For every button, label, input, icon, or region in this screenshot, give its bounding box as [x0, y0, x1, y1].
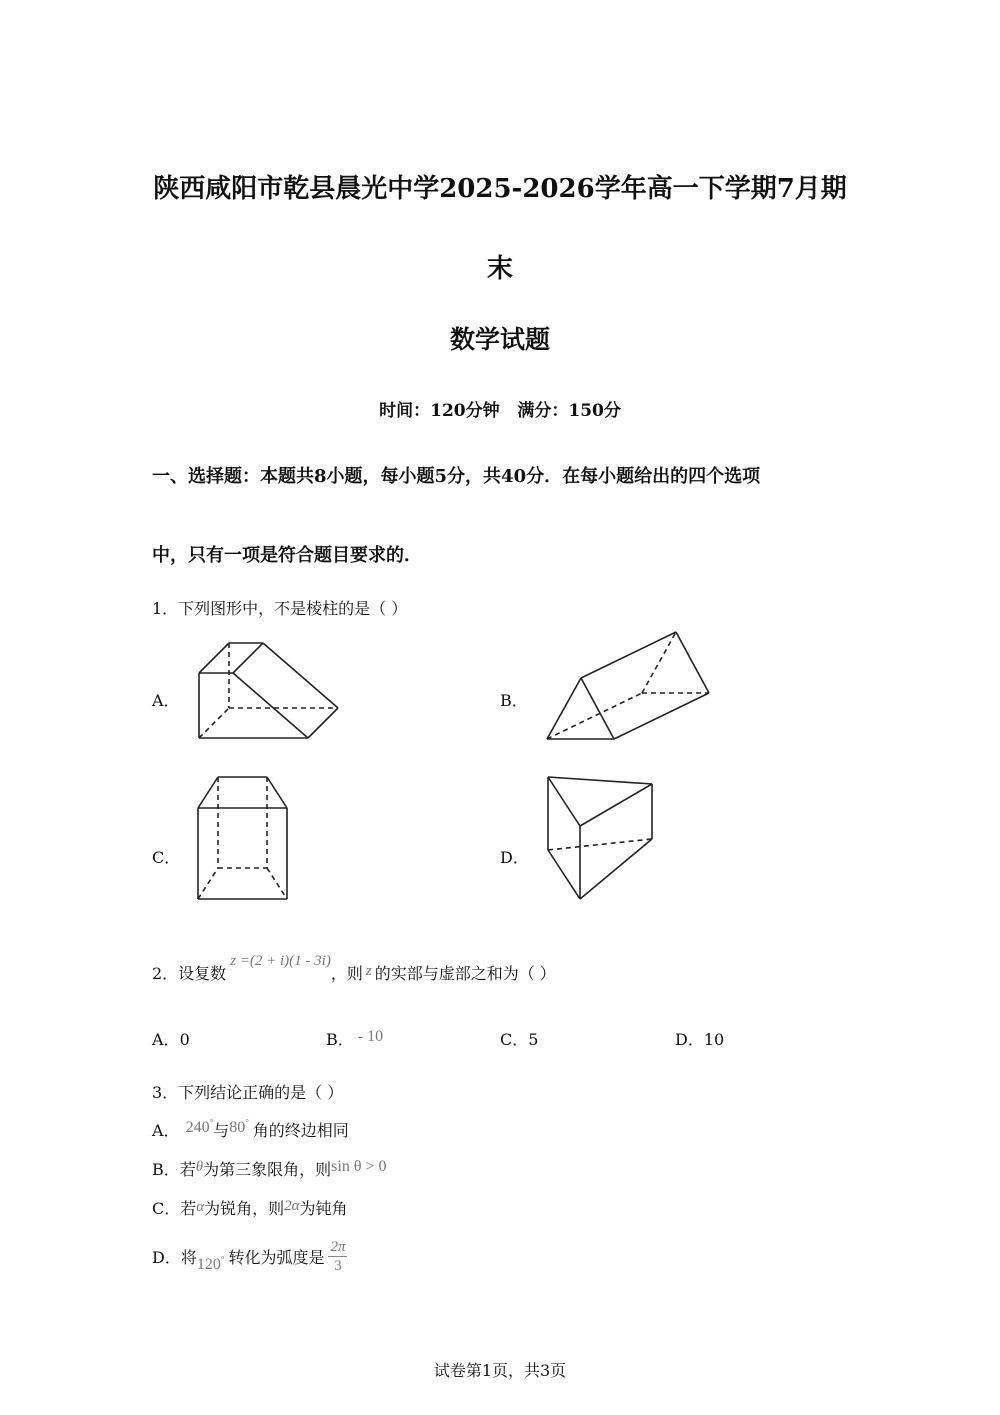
q3-c-text1: 为锐角，则 [204, 1199, 285, 1218]
q3-a-deg1: ° [209, 1117, 214, 1128]
exam-meta: 时间：120分钟 满分：150分 [379, 401, 621, 421]
q3-b-text1: 为第三象限角，则 [203, 1160, 332, 1179]
q1-option-c-label: C． [152, 848, 181, 867]
q2-option-a [152, 1027, 190, 1050]
page-footer: 试卷第1页，共3页 [433, 1361, 567, 1380]
q1-figure-a [190, 635, 350, 747]
q3-option-c [152, 1196, 348, 1219]
q3-option-a [152, 1118, 349, 1141]
q3-b-theta: θ [195, 1159, 204, 1175]
q2-option-a-value: 0 [179, 1030, 190, 1049]
q3-c-2alpha: 2α [284, 1198, 300, 1214]
q2-stem-prefix: 2．设复数 [152, 964, 227, 983]
q2-option-d [675, 1027, 724, 1050]
q3-d-numerator: 2π [330, 1239, 346, 1255]
q1-option-b-label: B． [500, 691, 528, 710]
q3-c-alpha: α [196, 1199, 205, 1215]
q3-c-text2: 为钝角 [299, 1199, 348, 1218]
q3-b-inequality: sin θ > 0 [331, 1158, 387, 1175]
q2-option-d-label: D． [675, 1030, 704, 1049]
q3-option-b-label: B．若 [152, 1160, 196, 1179]
q1-option-d-label: D． [500, 848, 529, 867]
q3-option-a-label: A． [152, 1121, 180, 1140]
q3-option-d [152, 1240, 347, 1277]
q3-a-angle2: 80 [229, 1119, 246, 1136]
question-1-stem: 1．下列图形中，不是棱柱的是（ ） [152, 599, 408, 618]
q3-d-deg: ° [220, 1254, 225, 1265]
q3-d-fraction [328, 1238, 347, 1275]
q2-option-b-label: B． [326, 1030, 354, 1049]
q3-d-angle: 120 [196, 1256, 221, 1273]
q2-option-a-label: A． [152, 1030, 180, 1049]
question-2-stem [152, 953, 556, 984]
q3-option-c-label: C．若 [152, 1199, 197, 1218]
q1-figure-c [190, 770, 295, 906]
q2-var: z [365, 963, 372, 979]
q3-a-text2: 角的终边相同 [252, 1121, 349, 1140]
q2-stem-mid: ，则 [330, 964, 363, 983]
q3-d-text1: 转化为弧度是 [228, 1248, 325, 1267]
section-heading-line1: 一、选择题：本题共8小题，每小题5分，共40分．在每小题给出的四个选项 [152, 466, 761, 487]
title-line1: 陕西咸阳市乾县晨光中学2025-2026学年高一下学期7月期 [153, 174, 847, 204]
q3-a-text1: 与 [213, 1121, 230, 1140]
q2-option-b-value: - 10 [357, 1028, 384, 1045]
q1-figure-d [540, 770, 660, 906]
q1-option-a-label: A． [152, 691, 180, 710]
q2-option-c-label: C． [500, 1030, 529, 1049]
q2-formula: z =(2 + i)(1 - 3i) [230, 953, 331, 969]
q3-d-denominator: 3 [334, 1258, 342, 1274]
q2-option-c-value: 5 [528, 1030, 539, 1049]
question-3-stem: 3．下列结论正确的是（ ） [152, 1083, 344, 1102]
q1-figure-b [540, 625, 715, 745]
q3-option-b [152, 1157, 387, 1180]
title-line2: 末 [486, 254, 513, 284]
q2-option-d-value: 10 [703, 1030, 725, 1049]
q2-option-b [326, 1027, 383, 1050]
q3-a-deg2: ° [245, 1117, 249, 1128]
q3-option-d-label: D．将 [152, 1248, 197, 1267]
subject-title: 数学试题 [449, 325, 550, 354]
section-heading-line2: 中，只有一项是符合题目要求的． [152, 545, 422, 566]
q2-option-c [500, 1027, 538, 1050]
q3-a-angle1: 240 [185, 1119, 210, 1136]
q2-stem-suffix: 的实部与虚部之和为（ ） [374, 964, 556, 983]
